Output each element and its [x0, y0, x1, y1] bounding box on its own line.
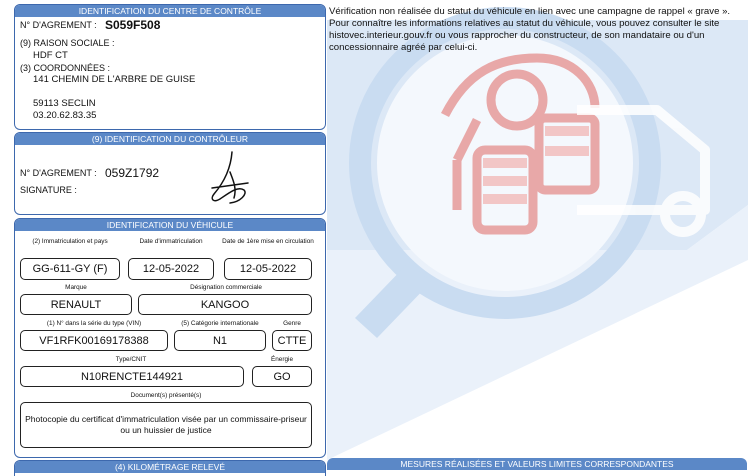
documents-label: Document(s) présenté(s) [130, 392, 202, 399]
type-label: Type/CNIT [115, 356, 147, 363]
controleur-agrement-label: N° D'AGREMENT : [20, 168, 97, 178]
address-line1: 141 CHEMIN DE L'ARBRE DE GUISE [33, 74, 196, 85]
documents-value-box: Photocopie du certificat d'immatriculation visée par un commissaire-priseur ou un huissier de justice [20, 402, 312, 448]
raison-sociale-value: HDF CT [33, 50, 68, 61]
right-panel [327, 0, 748, 470]
vin-label: (1) N° dans la série du type (VIN) [46, 320, 142, 327]
controleur-section-title: (9) IDENTIFICATION DU CONTRÔLEUR [15, 133, 325, 145]
categorie-value-box: N1 [174, 330, 266, 351]
designation-value-box: KANGOO [138, 294, 312, 315]
categorie-label: (5) Catégorie internationale [181, 320, 259, 327]
energie-label: Énergie [270, 356, 294, 363]
immat-value-box: GG-611-GY (F) [20, 258, 120, 280]
coordonnees-label: (3) COORDONNÉES : [20, 63, 111, 73]
date-first-value-box: 12-05-2022 [224, 258, 312, 280]
date-first-label: Date de 1ère mise en circulation [222, 238, 314, 245]
raison-sociale-label: (9) RAISON SOCIALE : [20, 38, 115, 48]
designation-label: Désignation commerciale [190, 284, 262, 291]
controleur-signature [200, 150, 260, 210]
type-value-box: N10RENCTE144921 [20, 366, 244, 387]
centre-agrement-label: N° D'AGREMENT : [20, 20, 97, 30]
controleur-agrement-value: 059Z1792 [105, 166, 160, 180]
date-immat-value-box: 12-05-2022 [128, 258, 214, 280]
vin-value-box: VF1RFK00169178388 [20, 330, 168, 351]
genre-label: Genre [283, 320, 301, 327]
date-immat-label: Date d'immatriculation [139, 238, 203, 245]
address-line2: 59113 SECLIN [33, 98, 96, 109]
marque-label: Marque [65, 284, 87, 291]
energie-value-box: GO [252, 366, 312, 387]
immat-label: (2) Immatriculation et pays [32, 238, 108, 245]
watermark-magnifier-car-icon [327, 0, 748, 470]
kilometrage-section [14, 460, 326, 476]
signature-label: SIGNATURE : [20, 185, 77, 195]
genre-value-box: CTTE [272, 330, 312, 351]
rappel-notice: Vérification non réalisée du statut du véhicule en lien avec une campagne de rappel « grave ». Pour connaître les informations relatives au statut du véhicule, vous pouvez consulter le site histovec.interieur.gouv.fr ou vous rapprocher du constructeur, de son mandataire ou d'un concessionnaire agréé par celui-ci. [329, 6, 731, 53]
centre-agrement-value: S059F508 [105, 18, 161, 32]
mesures-section-title: MESURES RÉALISÉES ET VALEURS LIMITES CORRESPONDANTES [327, 458, 747, 470]
centre-section-title: IDENTIFICATION DU CENTRE DE CONTRÔLE [15, 5, 325, 17]
vehicule-section-title: IDENTIFICATION DU VÉHICULE [15, 219, 325, 231]
kilometrage-section-title: (4) KILOMÉTRAGE RELEVÉ [15, 461, 325, 473]
marque-value-box: RENAULT [20, 294, 132, 315]
centre-phone: 03.20.62.83.35 [33, 110, 97, 121]
